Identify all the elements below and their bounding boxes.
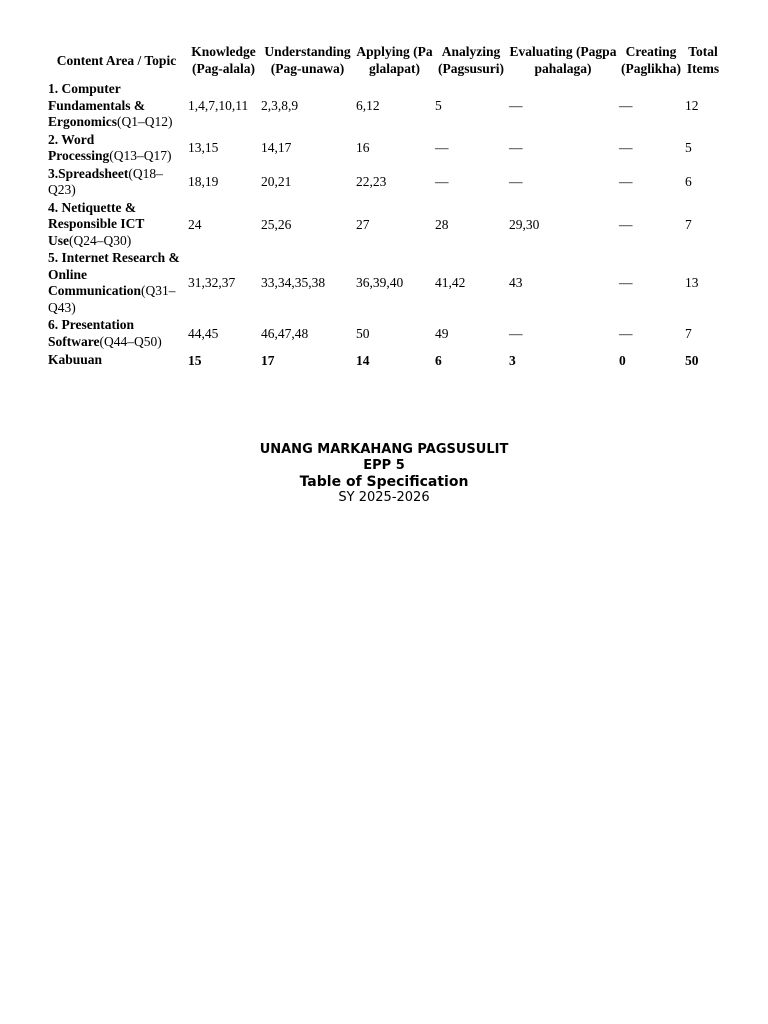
cell-evaluating: —	[509, 325, 523, 341]
cell-creating: —	[619, 216, 633, 232]
header-understanding: Understanding (Pag-unawa)	[264, 44, 351, 76]
cell-understanding: 2,3,8,9	[261, 98, 299, 113]
document-title-block	[0, 442, 768, 506]
tos-title: Table of Specification	[299, 474, 469, 490]
topic-name: 3.Spreadsheet	[48, 165, 129, 181]
topic-question-range: (Q24–Q30)	[69, 232, 132, 248]
table-of-specification	[46, 44, 722, 370]
cell-analyzing: —	[435, 174, 449, 190]
total-items: 50	[685, 352, 699, 368]
header-row	[46, 44, 722, 81]
total-knowledge: 15	[188, 352, 202, 368]
topic-cell	[46, 166, 187, 200]
cell-creating: —	[619, 174, 633, 190]
document-page	[46, 44, 726, 370]
cell-total: 5	[685, 140, 692, 156]
topic-question-range: (Q13–Q17)	[109, 148, 172, 163]
total-evaluating: 3	[509, 352, 516, 368]
cell-understanding: 25,26	[261, 216, 292, 232]
total-creating: 0	[619, 352, 626, 368]
cell-knowledge: 18,19	[188, 174, 219, 190]
cell-understanding: 14,17	[261, 140, 292, 156]
cell-knowledge: 44,45	[188, 325, 219, 341]
header-creating: Creating (Paglikha)	[620, 44, 681, 76]
cell-total: 7	[685, 325, 692, 341]
cell-applying: 27	[356, 216, 370, 232]
total-understanding: 17	[261, 352, 275, 368]
table-row	[46, 317, 722, 351]
cell-applying: 22,23	[356, 174, 387, 190]
header-total-items: Total Items	[686, 44, 720, 76]
cell-evaluating: 43	[509, 275, 523, 291]
cell-understanding: 46,47,48	[261, 325, 309, 341]
cell-applying: 6,12	[356, 98, 380, 113]
topic-name: 5. Internet Research & Online Communication	[48, 250, 180, 298]
cell-understanding: 20,21	[261, 174, 292, 190]
topic-question-range: (Q1–Q12)	[117, 114, 173, 129]
cell-evaluating: —	[509, 140, 523, 156]
cell-analyzing: 5	[435, 98, 442, 113]
cell-evaluating: —	[509, 98, 523, 113]
cell-total: 13	[685, 275, 699, 291]
header-content-area: Content Area / Topic	[56, 53, 177, 69]
cell-creating: —	[619, 325, 633, 341]
table-row	[46, 200, 722, 251]
topic-question-range: (Q31–Q43)	[48, 283, 176, 315]
cell-knowledge: 1,4,7,10,11	[188, 98, 249, 113]
cell-evaluating: 29,30	[509, 216, 540, 232]
cell-knowledge: 13,15	[188, 140, 219, 156]
cell-total: 7	[685, 216, 692, 232]
cell-applying: 36,39,40	[356, 275, 404, 291]
topic-cell	[46, 81, 187, 132]
cell-analyzing: 41,42	[435, 275, 466, 291]
total-applying: 14	[356, 352, 370, 368]
cell-creating: —	[619, 140, 633, 156]
cell-evaluating: —	[509, 174, 523, 190]
cell-applying: 50	[356, 325, 370, 341]
topic-cell	[46, 200, 187, 251]
cell-creating: —	[619, 98, 633, 113]
cell-applying: 16	[356, 140, 370, 156]
table-row	[46, 166, 722, 200]
topic-cell	[46, 132, 187, 166]
table-row	[46, 250, 722, 317]
topic-cell	[46, 317, 187, 351]
header-analyzing: Analyzing (Pagsusuri)	[437, 44, 504, 76]
total-analyzing: 6	[435, 352, 442, 368]
cell-analyzing: 28	[435, 216, 449, 232]
topic-name: 4. Netiquette & Responsible ICT Use	[48, 199, 145, 248]
school-year: SY 2025-2026	[338, 490, 430, 505]
totals-label: Kabuuan	[48, 352, 103, 367]
cell-knowledge: 31,32,37	[188, 275, 236, 291]
table-row	[46, 81, 722, 132]
topic-question-range: (Q18–Q23)	[48, 165, 163, 197]
cell-analyzing: 49	[435, 325, 449, 341]
topic-name: 6. Presentation Software	[48, 317, 134, 349]
header-evaluating: Evaluating (Pagpapahalaga)	[509, 44, 617, 76]
subject-title: EPP 5	[363, 458, 405, 473]
table-row	[46, 132, 722, 166]
header-knowledge: Knowledge (Pag-alala)	[191, 44, 256, 76]
header-applying: Applying (Paglalapat)	[356, 44, 433, 76]
topic-cell	[46, 250, 187, 317]
topic-question-range: (Q44–Q50)	[99, 333, 162, 349]
cell-total: 6	[685, 174, 692, 190]
exam-title: UNANG MARKAHANG PAGSUSULIT	[259, 442, 509, 457]
topic-name: 2. Word Processing	[48, 131, 110, 163]
cell-creating: —	[619, 275, 633, 291]
cell-understanding: 33,34,35,38	[261, 275, 326, 291]
topic-name: 1. Computer Fundamentals & Ergonomics	[48, 81, 146, 129]
cell-knowledge: 24	[188, 216, 202, 232]
cell-total: 12	[685, 98, 699, 113]
cell-analyzing: —	[435, 140, 449, 156]
totals-row	[46, 351, 722, 370]
